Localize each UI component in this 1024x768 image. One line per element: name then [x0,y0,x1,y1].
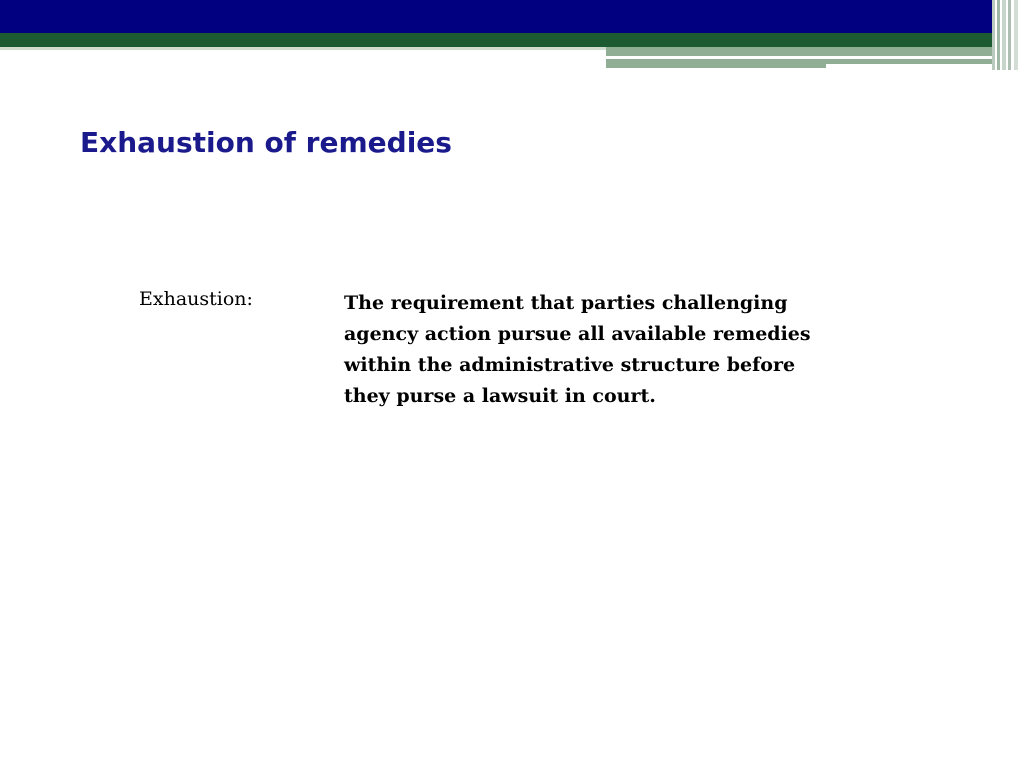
header-pale-line [0,47,606,50]
header-sage-band-lower [606,59,826,68]
slide-title: Exhaustion of remedies [80,126,452,159]
definition-line: they purse a lawsuit in court. [344,385,656,407]
header-corner-stripes [992,0,1024,70]
header-navy-band [0,0,1024,33]
definition-term: Exhaustion: [139,288,253,310]
definition-line: agency action pursue all available remedies [344,323,811,345]
header-sage-band [606,47,1001,56]
definition-line: within the administrative structure before [344,354,796,376]
definition-text [344,288,944,412]
definition-line: The requirement that parties challenging [344,292,788,314]
header-green-band [0,33,1024,47]
header-sage-band-lower-right [826,59,1001,64]
